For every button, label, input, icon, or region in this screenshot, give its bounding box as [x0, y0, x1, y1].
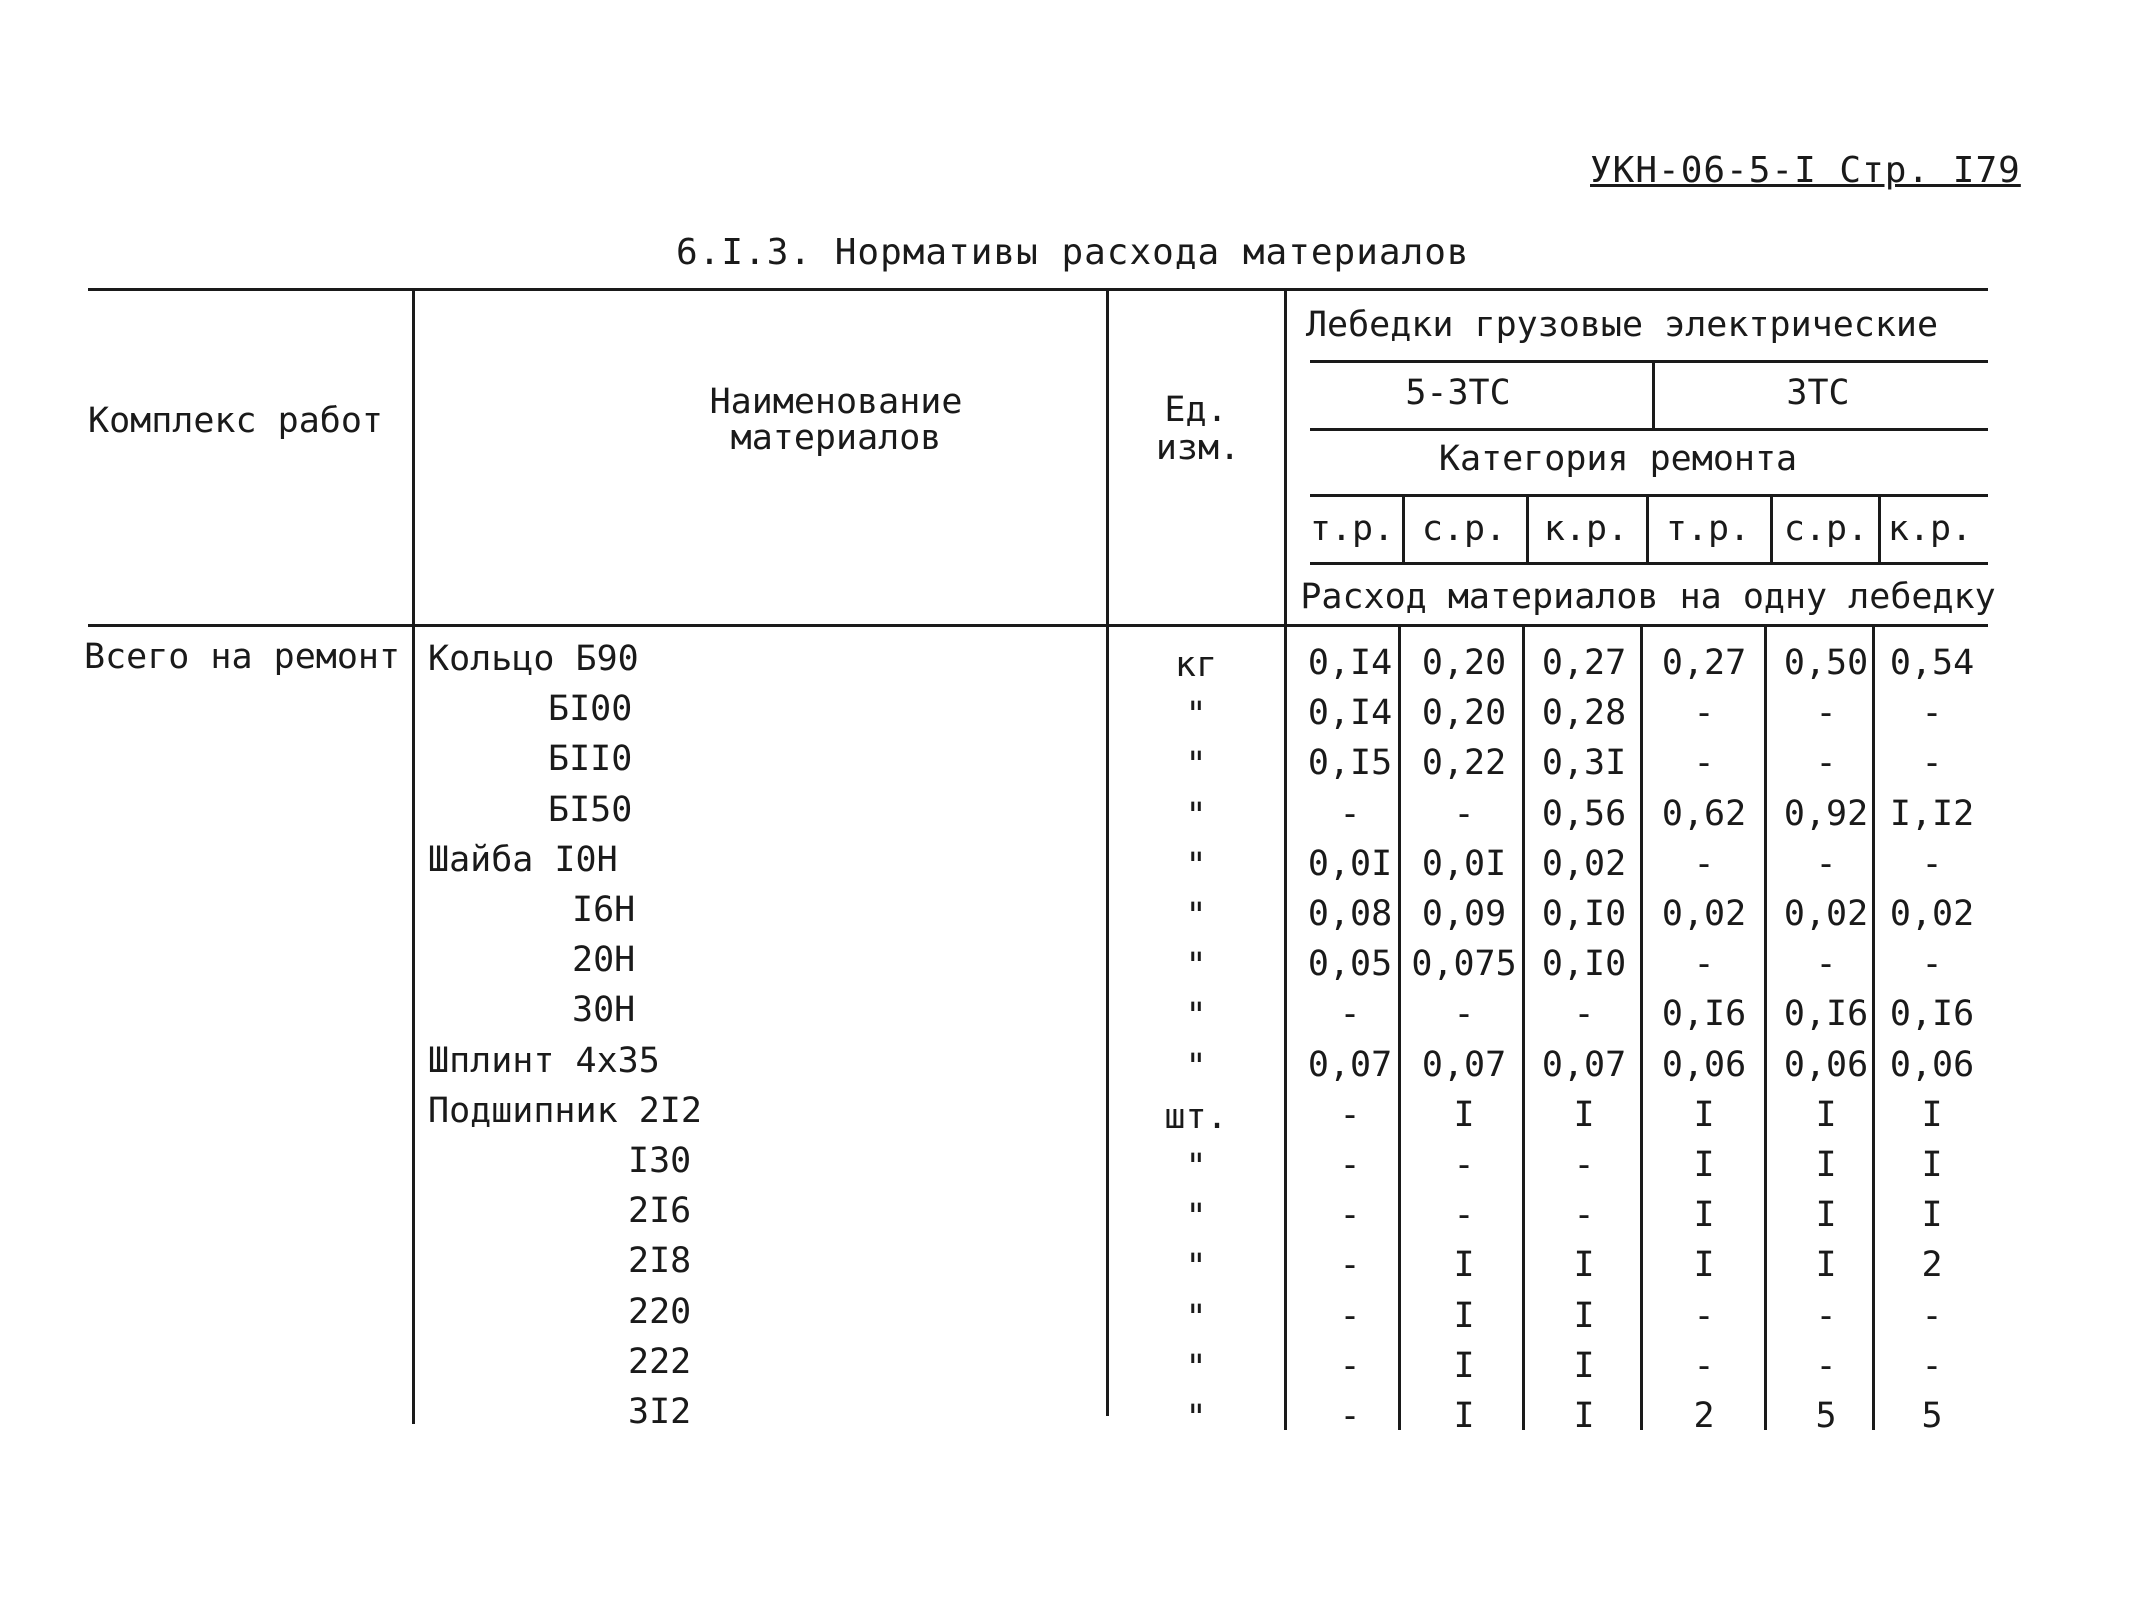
value-cell: 0,08 — [1307, 894, 1393, 934]
value-cell: - — [1339, 1346, 1361, 1386]
subcol-divider-2 — [1526, 494, 1529, 562]
body-col-divider-4 — [1764, 624, 1767, 1430]
value-cell: I — [1693, 1245, 1715, 1285]
value-cell: - — [1453, 794, 1475, 834]
value-cell: 0,I4 — [1307, 643, 1393, 683]
value-cell: - — [1815, 1296, 1837, 1336]
unit-cell: " — [1185, 1247, 1207, 1287]
value-cell: - — [1339, 994, 1361, 1034]
value-cell: I — [1573, 1296, 1595, 1336]
subcol-header: к.р. — [1543, 509, 1629, 549]
value-cell: 0,06 — [1661, 1045, 1747, 1085]
value-cell: I — [1453, 1396, 1475, 1436]
value-cell: 0,I6 — [1783, 994, 1869, 1034]
unit-cell: " — [1185, 796, 1207, 836]
header-material-name-line1: Наименование — [709, 382, 963, 422]
value-cell: I — [1921, 1145, 1943, 1185]
value-cell: I — [1815, 1145, 1837, 1185]
unit-cell: " — [1185, 1147, 1207, 1187]
value-cell: - — [1453, 1145, 1475, 1185]
table-top-border — [88, 288, 1988, 291]
body-col-divider-1 — [1398, 624, 1401, 1430]
material-name: Шайба I0Н — [428, 840, 618, 880]
value-cell: 0,I5 — [1307, 743, 1393, 783]
unit-cell: " — [1185, 1298, 1207, 1338]
value-cell: - — [1453, 994, 1475, 1034]
value-cell: - — [1573, 1145, 1595, 1185]
value-cell: 0,92 — [1783, 794, 1869, 834]
value-cell: 0,I6 — [1661, 994, 1747, 1034]
header-bottom-line — [88, 624, 1988, 627]
header-winch-group: Лебедки грузовые электрические — [1305, 305, 1939, 345]
body-col-divider-5 — [1872, 624, 1875, 1430]
unit-cell: шт. — [1164, 1097, 1228, 1137]
material-name: 3I2 — [628, 1392, 692, 1432]
value-cell: 0,075 — [1411, 944, 1517, 984]
header-unit-line1: Ед. — [1164, 390, 1228, 430]
value-cell: 0,06 — [1783, 1045, 1869, 1085]
value-cell: - — [1815, 743, 1837, 783]
value-cell: 0,22 — [1421, 743, 1507, 783]
header-work-complex: Комплекс работ — [88, 401, 384, 441]
value-cell: I — [1693, 1095, 1715, 1135]
header-consumption: Расход материалов на одну лебедку — [1300, 577, 1996, 617]
value-cell: - — [1693, 944, 1715, 984]
material-name: 220 — [628, 1292, 692, 1332]
material-name: БII0 — [548, 739, 633, 779]
body-col-divider-3 — [1640, 624, 1643, 1430]
value-cell: 2 — [1693, 1396, 1715, 1436]
value-cell: I — [1693, 1195, 1715, 1235]
value-cell: I — [1453, 1095, 1475, 1135]
unit-cell: " — [1185, 846, 1207, 886]
value-cell: 0,I4 — [1307, 693, 1393, 733]
value-cell: - — [1339, 1245, 1361, 1285]
header-unit-line2: изм. — [1155, 428, 1241, 468]
value-cell: 0,54 — [1889, 643, 1975, 683]
value-cell: I — [1453, 1245, 1475, 1285]
value-cell: 0,09 — [1421, 894, 1507, 934]
subcol-divider-5 — [1878, 494, 1881, 562]
value-cell: I — [1573, 1095, 1595, 1135]
material-name: 20Н — [572, 940, 636, 980]
value-cell: - — [1339, 1396, 1361, 1436]
value-cell: 0,07 — [1307, 1045, 1393, 1085]
col-divider-name — [1106, 288, 1109, 1416]
material-name: 2I6 — [628, 1191, 692, 1231]
subcol-header: т.р. — [1309, 509, 1395, 549]
value-cell: 0,I0 — [1541, 944, 1627, 984]
work-complex-value: Всего на ремонт — [84, 637, 401, 677]
unit-cell: " — [1185, 1047, 1207, 1087]
material-name: 2I8 — [628, 1241, 692, 1281]
value-cell: - — [1921, 1296, 1943, 1336]
value-cell: 0,I6 — [1889, 994, 1975, 1034]
header-repair-category: Категория ремонта — [1438, 439, 1798, 479]
unit-cell: " — [1185, 996, 1207, 1036]
value-cell: I — [1693, 1145, 1715, 1185]
value-cell: 0,02 — [1783, 894, 1869, 934]
unit-cell: " — [1185, 896, 1207, 936]
unit-cell: " — [1185, 745, 1207, 785]
value-cell: - — [1453, 1195, 1475, 1235]
value-cell: I — [1815, 1095, 1837, 1135]
value-cell: 0,50 — [1783, 643, 1869, 683]
value-cell: I — [1453, 1346, 1475, 1386]
header-model-5-3ts: 5-3ТС — [1405, 373, 1511, 413]
value-cell: - — [1339, 1296, 1361, 1336]
subcols-top-line — [1310, 494, 1988, 497]
value-cell: 2 — [1921, 1245, 1943, 1285]
value-cell: 0,05 — [1307, 944, 1393, 984]
value-cell: 0,20 — [1421, 643, 1507, 683]
subcol-header: к.р. — [1887, 509, 1973, 549]
model-row-top-line — [1310, 360, 1988, 363]
value-cell: - — [1815, 844, 1837, 884]
value-cell: I — [1921, 1195, 1943, 1235]
material-name: Подшипник 2I2 — [428, 1091, 702, 1131]
value-cell: 0,56 — [1541, 794, 1627, 834]
value-cell: - — [1921, 1346, 1943, 1386]
material-name: 222 — [628, 1342, 692, 1382]
value-cell: I,I2 — [1889, 794, 1975, 834]
col-divider-unit — [1284, 288, 1287, 1430]
value-cell: - — [1339, 794, 1361, 834]
value-cell: - — [1921, 743, 1943, 783]
consumption-row-top-line — [1310, 562, 1988, 565]
header-material-name-line2: материалов — [730, 418, 942, 458]
material-name: Кольцо Б90 — [428, 639, 639, 679]
value-cell: 0,I0 — [1541, 894, 1627, 934]
value-cell: - — [1339, 1095, 1361, 1135]
value-cell: 0,3I — [1541, 743, 1627, 783]
subcol-divider-1 — [1402, 494, 1405, 562]
unit-cell: " — [1185, 1197, 1207, 1237]
value-cell: - — [1693, 1346, 1715, 1386]
value-cell: I — [1573, 1245, 1595, 1285]
value-cell: - — [1921, 693, 1943, 733]
col-divider-complex — [412, 288, 415, 1424]
value-cell: - — [1573, 994, 1595, 1034]
unit-cell: " — [1185, 695, 1207, 735]
value-cell: 0,02 — [1661, 894, 1747, 934]
value-cell: - — [1693, 1296, 1715, 1336]
material-name: Шплинт 4х35 — [428, 1041, 660, 1081]
value-cell: - — [1339, 1195, 1361, 1235]
repair-category-top-line — [1310, 428, 1988, 431]
material-name: БI00 — [548, 689, 633, 729]
subcol-header: с.р. — [1783, 509, 1869, 549]
value-cell: 0,0I — [1307, 844, 1393, 884]
subcol-header: т.р. — [1665, 509, 1751, 549]
value-cell: I — [1815, 1195, 1837, 1235]
value-cell: 0,27 — [1541, 643, 1627, 683]
value-cell: 0,0I — [1421, 844, 1507, 884]
body-col-divider-2 — [1522, 624, 1525, 1430]
value-cell: 0,02 — [1541, 844, 1627, 884]
value-cell: I — [1453, 1296, 1475, 1336]
value-cell: - — [1693, 743, 1715, 783]
value-cell: I — [1815, 1245, 1837, 1285]
value-cell: - — [1339, 1145, 1361, 1185]
value-cell: - — [1573, 1195, 1595, 1235]
section-title: 6.I.3. Нормативы расхода материалов — [676, 232, 1470, 273]
value-cell: 5 — [1921, 1396, 1943, 1436]
value-cell: 0,02 — [1889, 894, 1975, 934]
header-model-3ts: 3ТС — [1786, 373, 1850, 413]
value-cell: 0,27 — [1661, 643, 1747, 683]
value-cell: 0,07 — [1421, 1045, 1507, 1085]
value-cell: - — [1815, 693, 1837, 733]
unit-cell: кг — [1174, 645, 1218, 685]
value-cell: - — [1815, 944, 1837, 984]
value-cell: 0,06 — [1889, 1045, 1975, 1085]
value-cell: - — [1815, 1346, 1837, 1386]
value-cell: 0,62 — [1661, 794, 1747, 834]
material-name: 30Н — [572, 990, 636, 1030]
value-cell: 0,20 — [1421, 693, 1507, 733]
material-name: I30 — [628, 1141, 692, 1181]
unit-cell: " — [1185, 1348, 1207, 1388]
model-divider — [1652, 360, 1655, 428]
value-cell: 0,07 — [1541, 1045, 1627, 1085]
page-reference: УКН-06-5-I Стр. I79 — [1590, 150, 2021, 191]
subcol-divider-4 — [1770, 494, 1773, 562]
value-cell: I — [1921, 1095, 1943, 1135]
value-cell: I — [1573, 1396, 1595, 1436]
unit-cell: " — [1185, 946, 1207, 986]
unit-cell: " — [1185, 1398, 1207, 1438]
value-cell: - — [1693, 844, 1715, 884]
value-cell: I — [1573, 1346, 1595, 1386]
value-cell: - — [1921, 844, 1943, 884]
value-cell: 0,28 — [1541, 693, 1627, 733]
value-cell: - — [1921, 944, 1943, 984]
value-cell: - — [1693, 693, 1715, 733]
subcol-header: с.р. — [1421, 509, 1507, 549]
material-name: БI50 — [548, 790, 633, 830]
material-name: I6Н — [572, 890, 636, 930]
value-cell: 5 — [1815, 1396, 1837, 1436]
subcol-divider-3 — [1646, 494, 1649, 562]
